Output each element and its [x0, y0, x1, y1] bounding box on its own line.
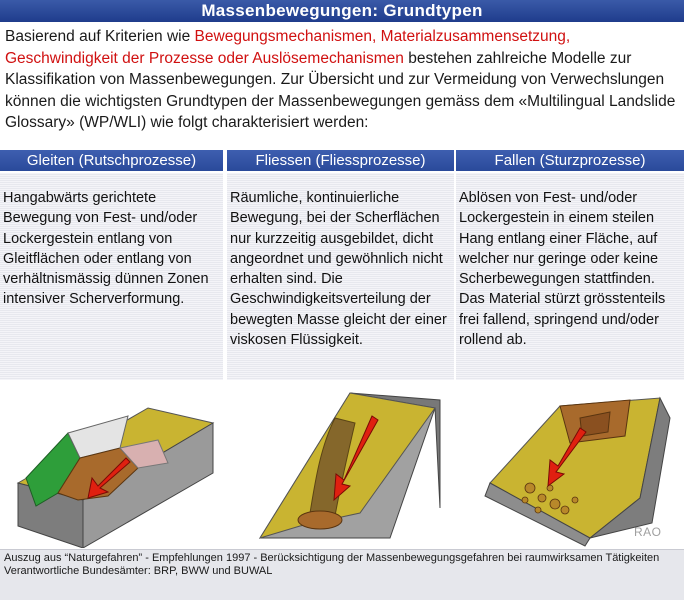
heading-fliessen: Fliessen (Fliessprozesse) [227, 150, 454, 171]
intro-text-start: Basierend auf Kriterien wie [5, 28, 195, 45]
responsible-agencies: Verantwortliche Bundesämter: BRP, BWW und BUWAL [4, 565, 273, 577]
intro-criteria-highlight: Bewegungsmechanismen, Materialzusammensetzung, Geschwindigkeit der Prozesse oder Auslösemechanismen [5, 28, 571, 67]
image-credit: RAO [634, 525, 662, 539]
fall-illustration [470, 388, 675, 548]
description-fliessen: Räumliche, kontinuierliche Bewegung, bei der Scherflächen nur kurzzeitig ausgebildet, dicht angeordnet und gewöhnlich nicht erhalten sind. Die Geschwindigkeitsverteilung der bewegten Masse gleicht der einer viskosen Flüssigkeit. [227, 173, 454, 380]
source-citation: Auszug aus “Naturgefahren” - Empfehlungen 1997 - Berücksichtigung der Massenbewegungsgefahren bei raumwirksamen Tätigkeiten [4, 552, 660, 564]
intro-text-end: bestehen zahlreiche Modelle zur Klassifikation von Massenbewegungen. Zur Übersicht und zur Vermeidung von Verwechslungen können die wichtigsten Grundtypen der Massenbewegungen gemäss dem «Multilingual Landslide Glossary» (WP/WLI) wie folgt charakterisiert werden: [5, 49, 676, 132]
slide-illustration [8, 388, 218, 548]
flow-illustration [240, 388, 450, 548]
intro-paragraph [5, 26, 681, 134]
page-title: Massenbewegungen: Grundtypen [0, 0, 684, 22]
description-gleiten: Hangabwärts gerichtete Bewegung von Fest- und/oder Lockergestein entlang von Gleitflächen oder entlang von verhältnismässig dünnen Zonen intensiver Scherverformung. [0, 173, 223, 380]
heading-gleiten: Gleiten (Rutschprozesse) [0, 150, 223, 171]
description-fallen: Ablösen von Fest- und/oder Lockergestein in einem steilen Hang entlang einer Fläche, auf welcher nur geringe oder keine Scherbewegungen stattfinden. Das Material stürzt grösstenteils frei fallend, springend und/oder rollend ab. [456, 173, 684, 380]
heading-fallen: Fallen (Sturzprozesse) [456, 150, 684, 171]
source-footer [0, 549, 684, 600]
